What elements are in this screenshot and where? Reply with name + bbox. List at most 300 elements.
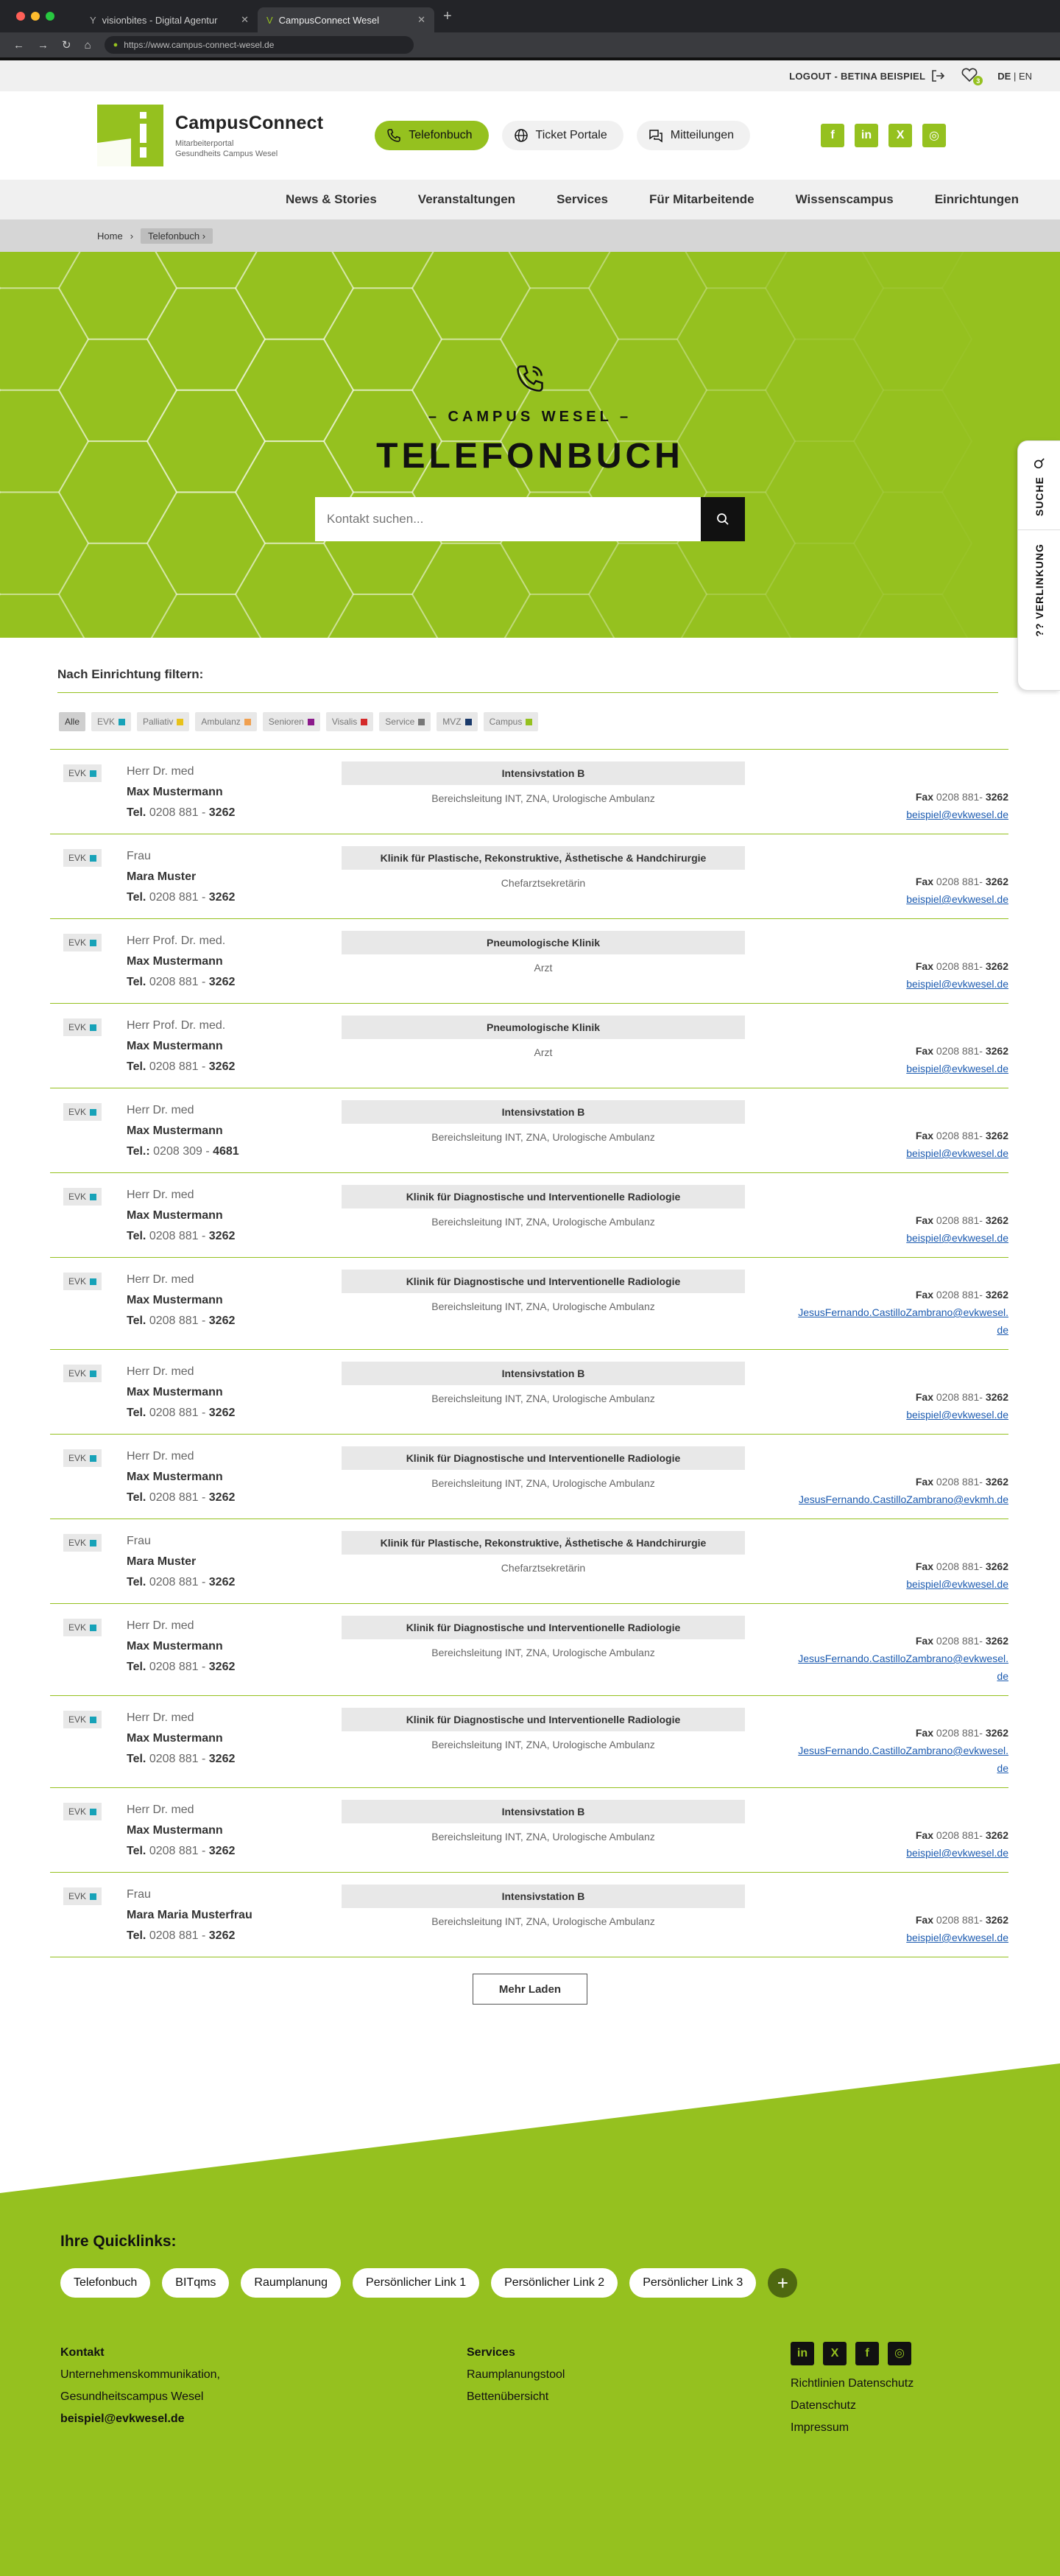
- footer-columns: [60, 2342, 1000, 2439]
- header-socials: [821, 124, 946, 147]
- tel-extension: 3262: [209, 1407, 236, 1419]
- tel-extension: 3262: [209, 1929, 236, 1942]
- filter-chip-palliativ[interactable]: [137, 712, 189, 731]
- person-role: Arzt: [342, 1046, 745, 1058]
- department-info: [342, 1800, 745, 1862]
- person-name: Max Mustermann: [127, 1121, 342, 1141]
- filter-chip-service[interactable]: [379, 712, 431, 731]
- email-link[interactable]: beispiel@evkwesel.de: [745, 975, 1008, 993]
- fax-prefix: 0208 881-: [936, 1635, 986, 1647]
- filter-chip-alle[interactable]: [59, 712, 85, 731]
- quicklinks-title: Ihre Quicklinks:: [60, 2233, 1000, 2251]
- contact-email-link[interactable]: beispiel@evkwesel.de: [60, 2408, 467, 2430]
- department-name: Intensivstation B: [342, 1362, 745, 1385]
- tel-prefix: 0208 881 -: [149, 1661, 209, 1673]
- load-more-button[interactable]: Mehr Laden: [473, 1974, 587, 2005]
- institution-badge: [63, 849, 102, 867]
- tab-close-icon[interactable]: ✕: [241, 14, 249, 26]
- address-bar[interactable]: [105, 36, 414, 54]
- favorites-button[interactable]: [961, 68, 981, 84]
- phone-number[interactable]: [127, 1657, 342, 1678]
- logout-label: LOGOUT - BETINA BEISPIEL: [789, 71, 925, 82]
- fax-label: Fax: [916, 876, 933, 887]
- contact-search-input[interactable]: [315, 497, 701, 541]
- fax-prefix: 0208 881-: [936, 1727, 986, 1739]
- color-square-icon: [119, 719, 125, 725]
- email-link[interactable]: beispiel@evkwesel.de: [745, 1844, 1008, 1862]
- tel-label: Tel.: [127, 1315, 146, 1327]
- table-row: [50, 1435, 1008, 1519]
- quicklink-pill[interactable]: Persönlicher Link 2: [491, 2268, 618, 2298]
- service-link-raumplanung[interactable]: Raumplanungstool: [467, 2364, 791, 2386]
- person-name: Max Mustermann: [127, 782, 342, 803]
- lang-de-link[interactable]: DE: [997, 71, 1011, 82]
- brand-name: CampusConnect: [175, 113, 323, 134]
- person-name: Mara Muster: [127, 1552, 342, 1572]
- tab-title: CampusConnect Wesel: [279, 15, 379, 26]
- phone-number[interactable]: [127, 1749, 342, 1770]
- side-tab-links[interactable]: [1034, 543, 1045, 637]
- tel-label: Tel.: [127, 806, 146, 819]
- tab-title: visionbites - Digital Agentur: [102, 15, 218, 26]
- table-row: [50, 1088, 1008, 1173]
- badge-label: EVK: [68, 1538, 86, 1548]
- footer-contact: [60, 2342, 467, 2439]
- tel-prefix: 0208 881 -: [149, 976, 209, 988]
- header-quick-buttons: [375, 121, 750, 150]
- email-link[interactable]: beispiel@evkwesel.de: [745, 806, 1008, 823]
- search-button[interactable]: [701, 497, 745, 541]
- nav-employees[interactable]: Für Mitarbeitende: [649, 192, 755, 207]
- ticket-portale-label: Ticket Portale: [536, 129, 607, 142]
- department-info: [342, 1100, 745, 1162]
- filter-chip-label: Ambulanz: [201, 717, 240, 727]
- department-name: Intensivstation B: [342, 1100, 745, 1124]
- fax-prefix: 0208 881-: [936, 1476, 986, 1488]
- language-switcher: [997, 71, 1032, 82]
- breadcrumb: [0, 219, 1060, 252]
- fax-number: [745, 1127, 1008, 1144]
- phonebook-list: [50, 749, 1008, 1957]
- badge-label: EVK: [68, 1107, 86, 1117]
- email-link[interactable]: beispiel@evkwesel.de: [745, 1929, 1008, 1946]
- badge-label: EVK: [68, 1192, 86, 1202]
- fax-label: Fax: [916, 1130, 933, 1141]
- person-title: Herr Dr. med: [127, 1270, 342, 1290]
- email-link[interactable]: beispiel@evkwesel.de: [745, 1229, 1008, 1247]
- fax-label: Fax: [916, 1727, 933, 1739]
- contact-info: [745, 846, 1008, 908]
- filter-chip-mvz[interactable]: [437, 712, 477, 731]
- fax-label: Fax: [916, 1391, 933, 1403]
- person-name: Max Mustermann: [127, 1206, 342, 1226]
- filter-title: Nach Einrichtung filtern:: [57, 667, 998, 693]
- fax-number: [745, 1286, 1008, 1303]
- contact-info: [745, 1446, 1008, 1508]
- badge-label: EVK: [68, 1276, 86, 1287]
- person-name: Mara Muster: [127, 867, 342, 887]
- contact-info: [745, 761, 1008, 823]
- department-name: Pneumologische Klinik: [342, 1016, 745, 1039]
- tel-extension: 3262: [209, 1576, 236, 1588]
- color-square-icon: [90, 1278, 96, 1285]
- person-name: Max Mustermann: [127, 1290, 342, 1311]
- institution-badge: [63, 1887, 102, 1905]
- email-link[interactable]: beispiel@evkwesel.de: [745, 1144, 1008, 1162]
- email-link[interactable]: JesusFernando.CastilloZambrano@evkmh.de: [745, 1491, 1008, 1508]
- lang-en-link[interactable]: EN: [1019, 71, 1032, 82]
- fax-number: [745, 1632, 1008, 1650]
- tel-prefix: 0208 881 -: [149, 1315, 209, 1327]
- tel-label: Tel.: [127, 1753, 146, 1765]
- department-name: Intensivstation B: [342, 1800, 745, 1823]
- phone-number[interactable]: [127, 887, 342, 908]
- new-tab-icon[interactable]: +: [443, 8, 452, 25]
- institution-badge: [63, 1273, 102, 1290]
- contact-info: [745, 1185, 1008, 1247]
- fax-prefix: 0208 881-: [936, 1045, 986, 1057]
- badge-label: EVK: [68, 937, 86, 948]
- color-square-icon: [90, 1893, 96, 1900]
- color-square-icon: [90, 1024, 96, 1031]
- person-role: Bereichsleitung INT, ZNA, Urologische Ambulanz: [342, 792, 745, 804]
- contact-info: [745, 1016, 1008, 1077]
- fax-label: Fax: [916, 791, 933, 803]
- person-role: Bereichsleitung INT, ZNA, Urologische Ambulanz: [342, 1301, 745, 1312]
- quicklink-pill[interactable]: Telefonbuch: [60, 2268, 150, 2298]
- chevron-right-icon: ›: [130, 230, 133, 242]
- side-tab-links-label: ?? VERLINKUNG: [1034, 543, 1045, 637]
- phone-number[interactable]: [127, 1403, 342, 1424]
- quicklink-pill[interactable]: Persönlicher Link 1: [353, 2268, 479, 2298]
- color-square-icon: [308, 719, 314, 725]
- person-role: Bereichsleitung INT, ZNA, Urologische Ambulanz: [342, 1647, 745, 1658]
- tel-label: Tel.: [127, 1407, 146, 1419]
- reload-icon[interactable]: ↻: [62, 38, 71, 52]
- linkedin-icon[interactable]: in: [855, 124, 878, 147]
- color-square-icon: [244, 719, 251, 725]
- person-name: Max Mustermann: [127, 1382, 342, 1403]
- contact-info: [745, 1531, 1008, 1593]
- fax-number: [745, 1911, 1008, 1929]
- institution-badge: [63, 1711, 102, 1728]
- logo[interactable]: [97, 105, 323, 166]
- tel-extension: 4681: [213, 1145, 239, 1158]
- color-square-icon: [90, 1809, 96, 1815]
- person-info: [102, 761, 342, 823]
- tel-label: Tel.: [127, 1491, 146, 1504]
- close-window-button[interactable]: [16, 12, 25, 21]
- side-tab-search-label: SUCHE: [1034, 476, 1045, 516]
- person-info: [102, 1885, 342, 1946]
- person-info: [102, 1800, 342, 1862]
- mitteilungen-label: Mitteilungen: [671, 129, 734, 142]
- institution-badge: [63, 1803, 102, 1820]
- fax-prefix: 0208 881-: [936, 960, 986, 972]
- filter-chip-label: Service: [385, 717, 414, 727]
- imprint-link[interactable]: Impressum: [791, 2417, 914, 2439]
- tel-extension: 3262: [209, 1060, 236, 1073]
- contact-title: Kontakt: [60, 2342, 467, 2364]
- nav-einrichtungen[interactable]: Einrichtungen: [935, 192, 1019, 207]
- fax-number: [745, 957, 1008, 975]
- filter-chip-senioren[interactable]: [263, 712, 320, 731]
- email-link[interactable]: JesusFernando.CastilloZambrano@evkwesel.de: [745, 1650, 1008, 1685]
- person-title: Herr Dr. med: [127, 761, 342, 782]
- tel-label: Tel.: [127, 1845, 146, 1857]
- nav-services[interactable]: Services: [556, 192, 608, 207]
- tab-favicon-icon: V: [266, 15, 273, 26]
- tel-prefix: 0208 881 -: [149, 1753, 209, 1765]
- facebook-icon[interactable]: f: [821, 124, 844, 147]
- home-icon[interactable]: ⌂: [85, 39, 91, 52]
- person-name: Max Mustermann: [127, 1467, 342, 1488]
- xing-icon[interactable]: X: [823, 2342, 847, 2365]
- email-link[interactable]: JesusFernando.CastilloZambrano@evkwesel.de: [745, 1303, 1008, 1339]
- department-info: [342, 1270, 745, 1339]
- badge-label: EVK: [68, 1806, 86, 1817]
- person-info: [102, 1016, 342, 1077]
- fax-number: [745, 1388, 1008, 1406]
- table-row: [50, 834, 1008, 919]
- tel-prefix: 0208 881 -: [149, 1845, 209, 1857]
- person-title: Herr Dr. med: [127, 1100, 342, 1121]
- color-square-icon: [90, 940, 96, 946]
- tel-prefix: 0208 309 -: [153, 1145, 213, 1158]
- person-info: [102, 1270, 342, 1339]
- contact-line: Unternehmenskommunikation,: [60, 2364, 467, 2386]
- phone-number[interactable]: [127, 1141, 342, 1162]
- filter-chip-evk[interactable]: [91, 712, 131, 731]
- fax-label: Fax: [916, 1045, 933, 1057]
- tab-close-icon[interactable]: ✕: [417, 14, 425, 26]
- tel-label: Tel.: [127, 1060, 146, 1073]
- email-link[interactable]: beispiel@evkwesel.de: [745, 1060, 1008, 1077]
- linkedin-icon[interactable]: in: [791, 2342, 814, 2365]
- table-row: [50, 1519, 1008, 1604]
- privacy-guidelines-link[interactable]: Richtlinien Datenschutz: [791, 2373, 914, 2395]
- person-info: [102, 1185, 342, 1247]
- quicklink-pill[interactable]: BITqms: [162, 2268, 229, 2298]
- phone-icon: [514, 362, 546, 395]
- add-quicklink-button[interactable]: +: [768, 2268, 797, 2298]
- department-name: Intensivstation B: [342, 1885, 745, 1908]
- email-link[interactable]: beispiel@evkwesel.de: [745, 890, 1008, 908]
- quicklink-pill[interactable]: Persönlicher Link 3: [629, 2268, 756, 2298]
- footer: [0, 2063, 1060, 2576]
- contact-info: [745, 931, 1008, 993]
- logout-button[interactable]: [789, 70, 944, 82]
- table-row: [50, 1004, 1008, 1088]
- back-icon[interactable]: ←: [13, 39, 24, 52]
- tel-label: Tel.: [127, 891, 146, 904]
- person-role: Bereichsleitung INT, ZNA, Urologische Ambulanz: [342, 1131, 745, 1143]
- mitteilungen-button[interactable]: [637, 121, 750, 150]
- services-title: Services: [467, 2342, 791, 2364]
- person-info: [102, 1616, 342, 1685]
- nav-wissenscampus[interactable]: Wissenscampus: [796, 192, 894, 207]
- phone-number[interactable]: [127, 1841, 342, 1862]
- instagram-icon[interactable]: ◎: [922, 124, 946, 147]
- color-square-icon: [90, 1370, 96, 1377]
- color-square-icon: [526, 719, 532, 725]
- fax-label: Fax: [916, 960, 933, 972]
- side-tabs: [1017, 440, 1060, 691]
- filter-chip-label: MVZ: [442, 717, 461, 727]
- tel-extension: 3262: [209, 1491, 236, 1504]
- tel-label: Tel.: [127, 1661, 146, 1673]
- fax-label: Fax: [916, 1635, 933, 1647]
- ticket-portale-button[interactable]: [502, 121, 623, 150]
- institution-badge: [63, 1619, 102, 1636]
- fax-extension: 3262: [986, 791, 1008, 803]
- person-title: Herr Dr. med: [127, 1446, 342, 1467]
- nav-events[interactable]: Veranstaltungen: [418, 192, 515, 207]
- utility-bar: [0, 60, 1060, 91]
- person-title: Herr Dr. med: [127, 1185, 342, 1206]
- phone-number[interactable]: [127, 1226, 342, 1247]
- department-info: [342, 1446, 745, 1508]
- xing-icon[interactable]: X: [888, 124, 912, 147]
- side-tab-search[interactable]: [1034, 457, 1045, 516]
- person-title: Herr Dr. med: [127, 1362, 342, 1382]
- fax-number: [745, 1211, 1008, 1229]
- nav-news[interactable]: News & Stories: [286, 192, 377, 207]
- hero-content: [0, 362, 1060, 541]
- institution-badge: [63, 934, 102, 951]
- department-info: [342, 1708, 745, 1777]
- brand-subtitle-2: Gesundheits Campus Wesel: [175, 149, 323, 159]
- filter-chip-campus[interactable]: [484, 712, 539, 731]
- tab-favicon-icon: Y: [90, 15, 96, 26]
- person-title: Frau: [127, 1531, 342, 1552]
- maximize-window-button[interactable]: [46, 12, 54, 21]
- phone-number[interactable]: [127, 1572, 342, 1593]
- facebook-icon[interactable]: f: [855, 2342, 879, 2365]
- color-square-icon: [90, 1109, 96, 1116]
- color-square-icon: [361, 719, 367, 725]
- load-more-wrap: [50, 1974, 1010, 2005]
- person-info: [102, 1446, 342, 1508]
- phone-number[interactable]: [127, 972, 342, 993]
- site-header: [0, 91, 1060, 180]
- color-square-icon: [465, 719, 472, 725]
- tel-extension: 3262: [209, 1315, 236, 1327]
- phone-icon: [386, 128, 401, 143]
- fax-extension: 3262: [986, 1635, 1008, 1647]
- footer-socials: [791, 2342, 914, 2365]
- department-name: Intensivstation B: [342, 761, 745, 785]
- fax-extension: 3262: [986, 1214, 1008, 1226]
- department-name: Klinik für Diagnostische und Interventionelle Radiologie: [342, 1185, 745, 1208]
- fax-label: Fax: [916, 1214, 933, 1226]
- privacy-link[interactable]: Datenschutz: [791, 2395, 914, 2417]
- fax-prefix: 0208 881-: [936, 1914, 986, 1926]
- phone-number[interactable]: [127, 1057, 342, 1077]
- person-title: Herr Prof. Dr. med.: [127, 931, 342, 951]
- phone-number[interactable]: [127, 1311, 342, 1331]
- filter-chip-label: EVK: [97, 717, 115, 727]
- badge-label: EVK: [68, 768, 86, 778]
- contact-info: [745, 1800, 1008, 1862]
- browser-tab-2[interactable]: [258, 7, 434, 32]
- filter-chip-ambulanz[interactable]: [195, 712, 256, 731]
- tel-prefix: 0208 881 -: [149, 891, 209, 904]
- color-square-icon: [90, 1540, 96, 1546]
- filter-chip-label: Visalis: [332, 717, 357, 727]
- breadcrumb-home[interactable]: Home: [97, 230, 123, 242]
- email-link[interactable]: beispiel@evkwesel.de: [745, 1575, 1008, 1593]
- tel-prefix: 0208 881 -: [149, 1230, 209, 1242]
- lang-separator: |: [1011, 71, 1019, 82]
- filter-chips: [59, 712, 1001, 731]
- phone-number[interactable]: [127, 1488, 342, 1508]
- institution-badge: [63, 1534, 102, 1552]
- tel-extension: 3262: [209, 806, 236, 819]
- institution-badge: [63, 1018, 102, 1036]
- fax-prefix: 0208 881-: [936, 1214, 986, 1226]
- color-square-icon: [418, 719, 425, 725]
- color-square-icon: [90, 1455, 96, 1462]
- quicklink-pill[interactable]: Raumplanung: [241, 2268, 341, 2298]
- breadcrumb-current: Telefonbuch ›: [141, 228, 213, 244]
- fax-prefix: 0208 881-: [936, 1391, 986, 1403]
- filter-chip-visalis[interactable]: [326, 712, 373, 731]
- email-link[interactable]: JesusFernando.CastilloZambrano@evkwesel.de: [745, 1742, 1008, 1777]
- department-info: [342, 931, 745, 993]
- color-square-icon: [90, 1717, 96, 1723]
- person-role: Bereichsleitung INT, ZNA, Urologische Ambulanz: [342, 1393, 745, 1404]
- person-info: [102, 1100, 342, 1162]
- person-role: Bereichsleitung INT, ZNA, Urologische Ambulanz: [342, 1915, 745, 1927]
- department-info: [342, 1885, 745, 1946]
- side-tabs-divider: [1018, 529, 1060, 530]
- forward-icon[interactable]: →: [38, 39, 49, 52]
- person-role: Bereichsleitung INT, ZNA, Urologische Ambulanz: [342, 1831, 745, 1843]
- color-square-icon: [90, 1194, 96, 1200]
- institution-badge: [63, 1365, 102, 1382]
- fax-number: [745, 1042, 1008, 1060]
- browser-tab-1[interactable]: [81, 7, 258, 32]
- fax-prefix: 0208 881-: [936, 1289, 986, 1301]
- person-name: Max Mustermann: [127, 1728, 342, 1749]
- person-role: Chefarztsekretärin: [342, 1562, 745, 1574]
- tel-extension: 3262: [209, 1845, 236, 1857]
- phone-number[interactable]: [127, 1926, 342, 1946]
- person-info: [102, 931, 342, 993]
- department-name: Pneumologische Klinik: [342, 931, 745, 954]
- main-navigation: [0, 180, 1060, 219]
- tel-label: Tel.: [127, 1230, 146, 1242]
- minimize-window-button[interactable]: [31, 12, 40, 21]
- person-name: Max Mustermann: [127, 1636, 342, 1657]
- instagram-icon[interactable]: ◎: [888, 2342, 911, 2365]
- service-link-betten[interactable]: Bettenübersicht: [467, 2386, 791, 2408]
- contact-info: [745, 1885, 1008, 1946]
- footer-content: [0, 2063, 1060, 2576]
- fax-extension: 3262: [986, 1391, 1008, 1403]
- contact-info: [745, 1100, 1008, 1162]
- phone-number[interactable]: [127, 803, 342, 823]
- person-role: Bereichsleitung INT, ZNA, Urologische Ambulanz: [342, 1216, 745, 1228]
- email-link[interactable]: beispiel@evkwesel.de: [745, 1406, 1008, 1424]
- phonebook-content: [0, 667, 1060, 2005]
- badge-label: EVK: [68, 853, 86, 863]
- phonebook-button[interactable]: [375, 121, 488, 150]
- department-info: [342, 1185, 745, 1247]
- institution-badge: [63, 1188, 102, 1206]
- fax-number: [745, 1473, 1008, 1491]
